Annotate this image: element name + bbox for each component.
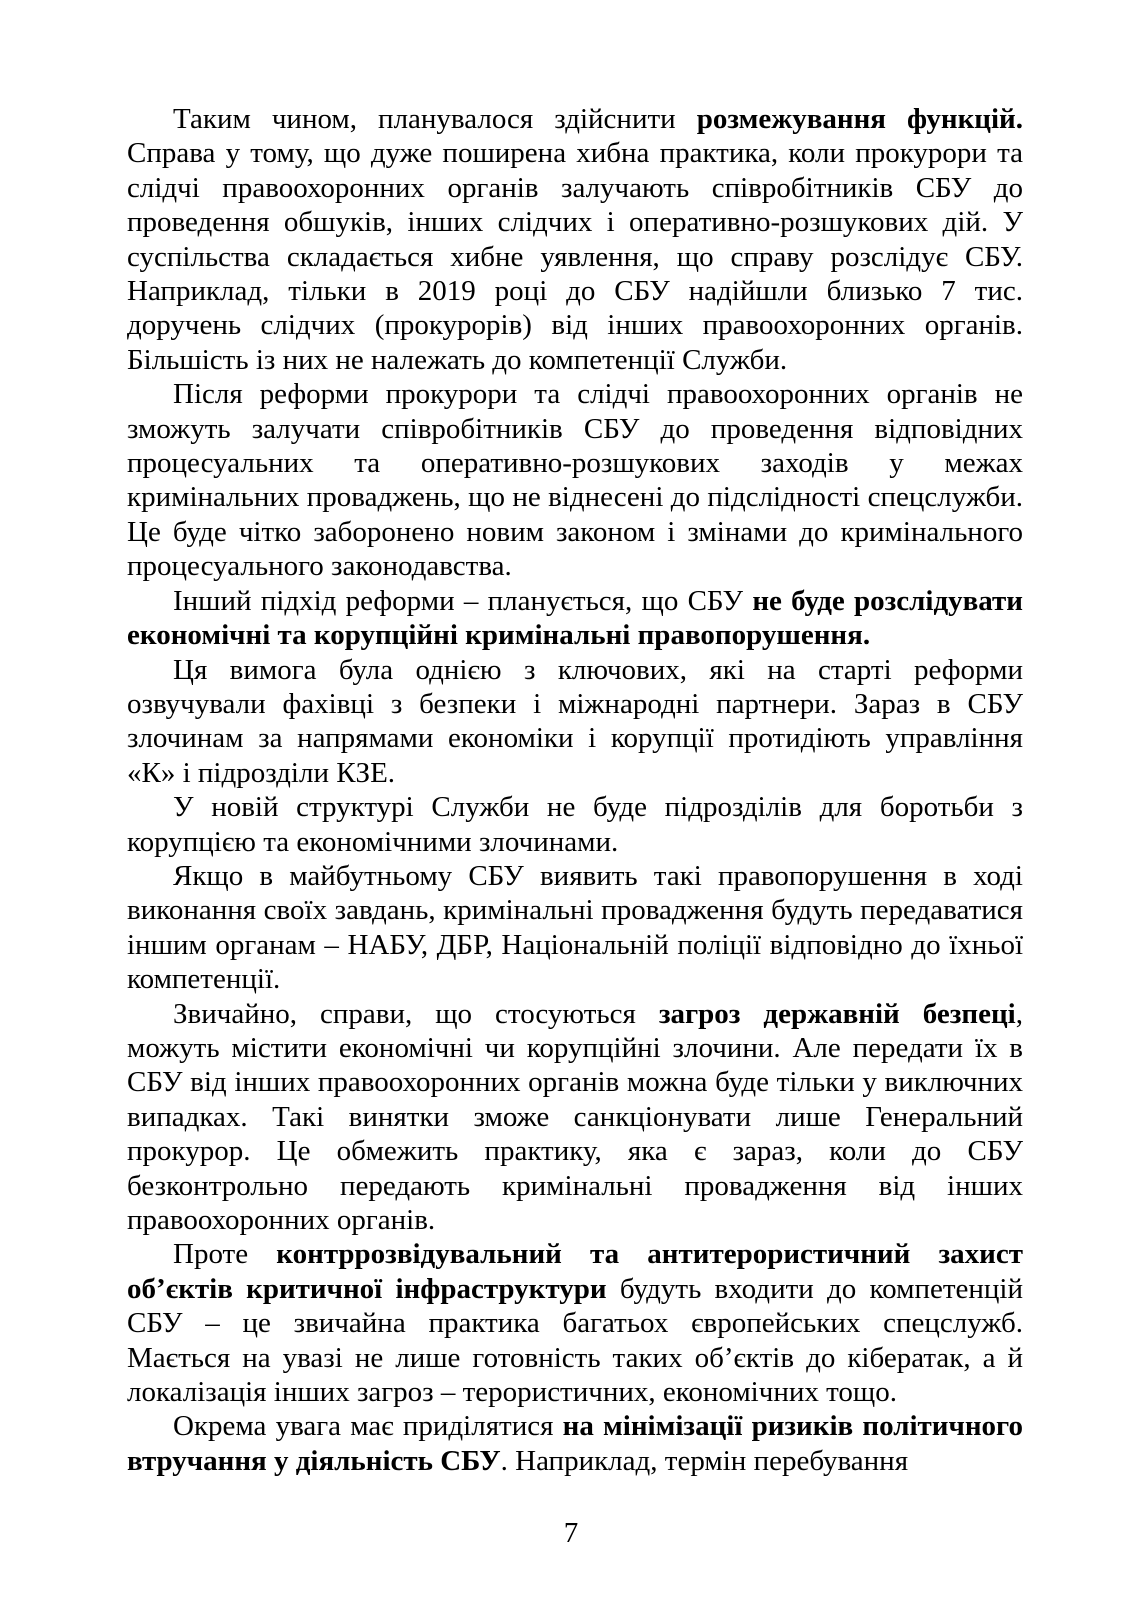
text-run: . Наприклад, термін перебування	[500, 1444, 909, 1477]
text-run: Проте	[173, 1238, 277, 1271]
text-run-bold: загроз державній безпеці	[658, 997, 1016, 1030]
paragraph	[127, 859, 1023, 997]
text-run: , можуть містити економічні чи корупційні злочини. Але передати їх в СБУ від інших правоохоронних органів можна буде тільки у виключних випадках. Такі винятки зможе санкціонувати лише Генеральний прокурор. Це обмежить практику, яка є зараз, коли до СБУ безконтрольно передають кримінальні провадження від інших правоохоронних органів.	[127, 997, 1023, 1236]
paragraph	[127, 102, 1023, 377]
text-run: Справа у тому, що дуже поширена хибна практика, коли прокурори та слідчі правоохоронних органів залучають співробітників СБУ до проведення обшуків, інших слідчих і оперативно-розшукових дій. У суспільства складається хибне уявлення, що справу розслідує СБУ. Наприклад, тільки в 2019 році до СБУ надійшли близько 7 тис. доручень слідчих (прокурорів) від інших правоохоронних органів. Більшість із них не належать до компетенції Служби.	[127, 137, 1023, 376]
paragraph	[127, 997, 1023, 1238]
paragraph	[127, 790, 1023, 859]
paragraph	[127, 1409, 1023, 1478]
text-run: Окрема увага має приділятися	[173, 1410, 563, 1443]
paragraph	[127, 653, 1023, 791]
page-number: 7	[563, 1517, 579, 1549]
text-run: Інший підхід реформи – планується, що СБУ	[173, 584, 753, 617]
text-run: У новій структурі Служби не буде підрозділів для боротьби з корупцією та економічними злочинами.	[127, 791, 1023, 858]
text-run: Таким чином, планувалося здійснити	[173, 103, 697, 135]
text-run-bold: не буде розслідувати економічні та корупційні кримінальні правопорушення.	[127, 584, 1023, 652]
text-run: Ця вимога була однією з ключових, які на старті реформи озвучували фахівці з безпеки і міжнародні партнери. Зараз в СБУ злочинам за напрямами економіки і корупції протидіють управління «К» і підрозділи КЗЕ.	[127, 653, 1023, 789]
text-run-bold: розмежування функцій.	[696, 103, 1024, 135]
text-run-bold: контррозвідувальний та антитерористичний захист об’єктів критичної інфраструктури	[127, 1238, 1023, 1305]
paragraph	[127, 1237, 1023, 1409]
text-run: Якщо в майбутньому СБУ виявить такі правопорушення в ході виконання своїх завдань, кримінальні провадження будуть передаватися іншим органам – НАБУ, ДБР, Національній поліції відповідно до їхньої компетенції.	[127, 859, 1023, 996]
text-run: Звичайно, справи, що стосуються	[173, 997, 659, 1030]
text-run-bold: на мінімізації ризиків політичного втручання у діяльність СБУ	[127, 1410, 1023, 1477]
text-block	[127, 102, 1023, 1478]
paragraph	[127, 584, 1023, 653]
text-run: Після реформи прокурори та слідчі правоохоронних органів не зможуть залучати співробітників СБУ до проведення відповідних процесуальних та оперативно-розшукових заходів у межах кримінальних проваджень, що не віднесені до підслідності спецслужби. Це буде чітко заборонено новим законом і змінами до кримінального процесуального законодавства.	[127, 378, 1023, 583]
text-run: будуть входити до компетенцій СБУ – це звичайна практика багатьох європейських спецслужб. Мається на увазі не лише готовність таких об’єктів до кібератак, а й локалізація інших загроз – терористичних, економічних тощо.	[127, 1272, 1023, 1409]
paragraph	[127, 377, 1023, 583]
